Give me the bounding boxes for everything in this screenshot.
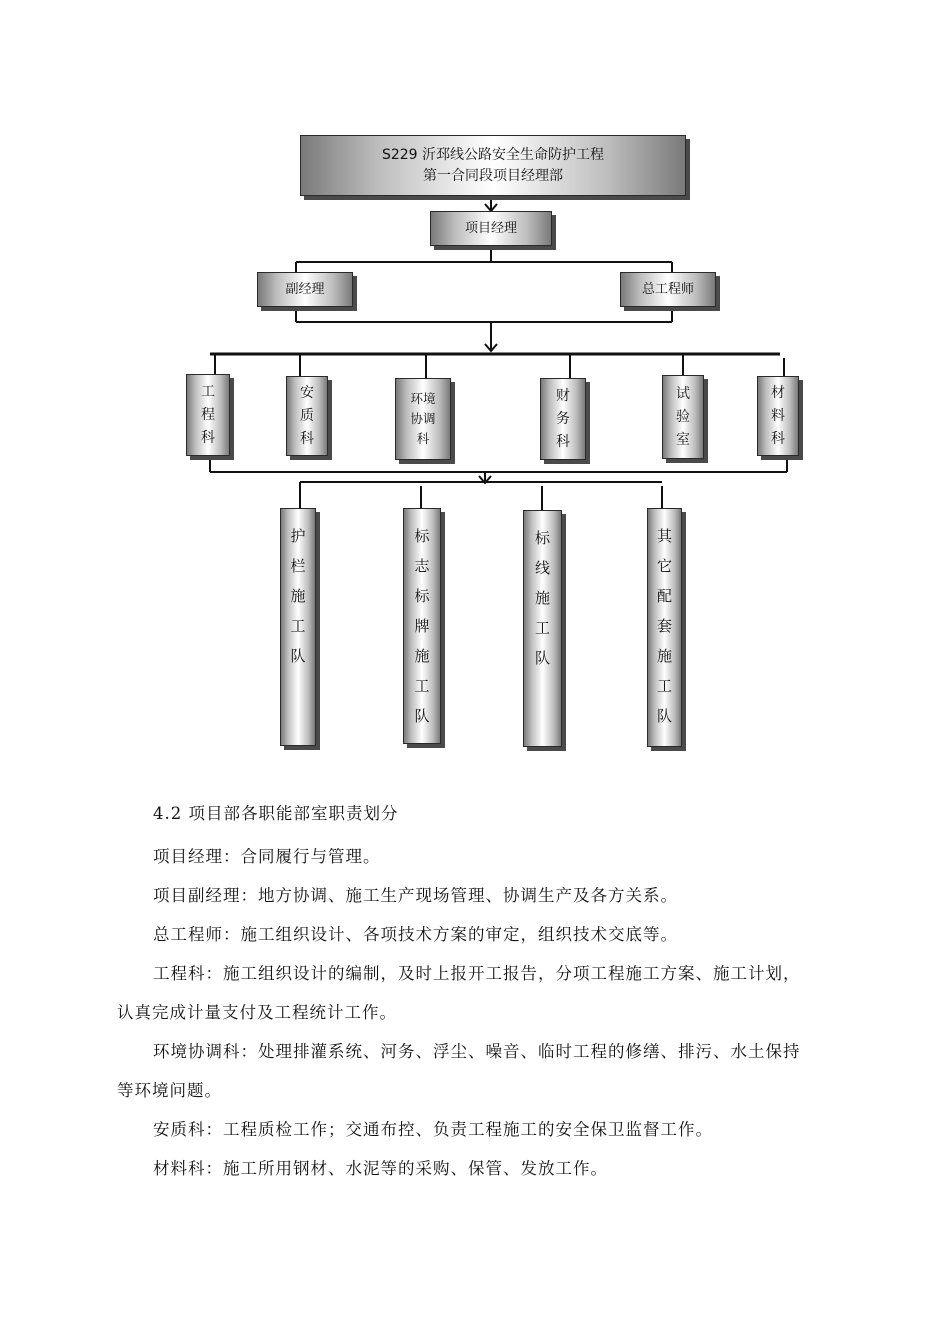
section-heading: 4.2 项目部各职能部室职责划分	[153, 804, 399, 823]
deputy-manager-box	[257, 272, 353, 307]
dept-finance-label: 财务科	[555, 387, 570, 450]
team-signs-box	[403, 508, 441, 744]
dept-environment-box	[395, 378, 451, 460]
dept-laboratory-label: 试验室	[675, 385, 690, 448]
dept-materials-box	[757, 376, 799, 456]
team-others-box	[647, 508, 682, 747]
team-markings-box	[523, 510, 562, 747]
dept-laboratory-box	[662, 375, 704, 459]
team-signs-label: 标志标牌施工队	[414, 527, 430, 725]
dept-safety-quality-box	[286, 376, 328, 456]
chief-engineer-box	[620, 272, 716, 307]
dept-environment-label: 环境协调科	[410, 391, 436, 446]
paragraph-manager: 项目经理：合同履行与管理。	[153, 847, 381, 866]
top-project-department-box	[300, 135, 686, 196]
team-guardrail-label: 护栏施工队	[290, 527, 306, 665]
paragraph-deputy: 项目副经理：地方协调、施工生产现场管理、协调生产及各方关系。	[153, 886, 678, 905]
dept-finance-box	[540, 378, 586, 460]
dept-safety-quality-label: 安质科	[299, 384, 314, 447]
dept-materials-label: 材料科	[770, 384, 785, 447]
project-manager-box	[430, 211, 552, 246]
team-others-label: 其它配套施工队	[656, 527, 672, 725]
paragraph-environment: 环境协调科：处理排灌系统、河务、浮尘、噪音、临时工程的修缮、排污、水土保持等环境问题。	[117, 1042, 801, 1100]
team-markings-label: 标线施工队	[534, 529, 550, 667]
top-box-line1: S229 沂邳线公路安全生命防护工程	[381, 146, 605, 163]
top-box-line2: 第一合同段项目经理部	[423, 167, 563, 184]
project-manager-label: 项目经理	[464, 220, 517, 236]
dept-engineering-box	[186, 374, 230, 456]
paragraph-materials: 材料科：施工所用钢材、水泥等的采购、保管、发放工作。	[153, 1159, 608, 1178]
paragraph-safety-quality: 安质科：工程质检工作；交通布控、负责工程施工的安全保卫监督工作。	[153, 1120, 713, 1139]
deputy-manager-label: 副经理	[285, 281, 325, 297]
chief-engineer-label: 总工程师	[641, 281, 694, 297]
paragraph-chief-engineer: 总工程师：施工组织设计、各项技术方案的审定，组织技术交底等。	[153, 925, 678, 944]
team-guardrail-box	[280, 508, 316, 746]
dept-engineering-label: 工程科	[200, 383, 215, 446]
paragraph-engineering: 工程科：施工组织设计的编制，及时上报开工报告，分项工程施工方案、施工计划，认真完成计量支付及工程统计工作。	[117, 964, 801, 1022]
